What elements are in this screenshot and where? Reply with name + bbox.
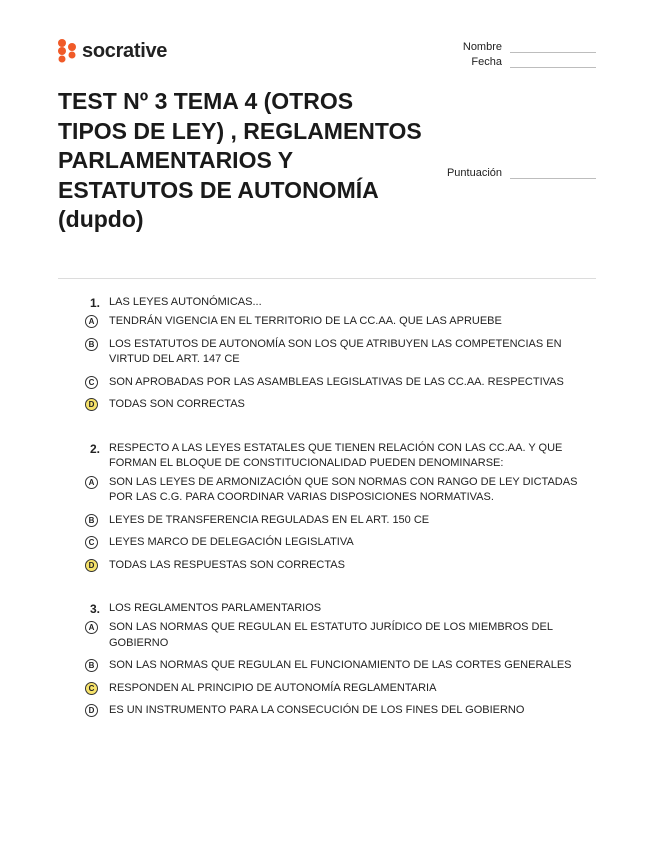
puntuacion-label: Puntuación bbox=[446, 167, 502, 179]
nombre-label: Nombre bbox=[462, 41, 502, 53]
question-header bbox=[83, 441, 600, 472]
option-letter-d: D bbox=[85, 704, 98, 717]
question-list bbox=[85, 295, 600, 747]
puntuacion-line bbox=[510, 169, 596, 179]
option-text: SON LAS NORMAS QUE REGULAN EL FUNCIONAMIENTO DE LAS CORTES GENERALES bbox=[109, 659, 572, 671]
option-letter-d-correct: D bbox=[85, 398, 98, 411]
nombre-line bbox=[510, 43, 596, 53]
brand-name: socrative bbox=[82, 39, 168, 62]
answer-option bbox=[85, 397, 600, 413]
option-letter-c: C bbox=[85, 376, 98, 389]
option-text: SON LAS NORMAS QUE REGULAN EL ESTATUTO JURÍDICO DE LOS MIEMBROS DEL GOBIERNO bbox=[109, 621, 553, 649]
puntuacion-field bbox=[447, 167, 596, 179]
fecha-label: Fecha bbox=[471, 56, 502, 68]
option-text: LEYES MARCO DE DELEGACIÓN LEGISLATIVA bbox=[109, 536, 354, 548]
question-header bbox=[83, 601, 600, 617]
option-text: LOS ESTATUTOS DE AUTONOMÍA SON LOS QUE ATRIBUYEN LAS COMPETENCIAS EN VIRTUD DEL ART. 147 CE bbox=[109, 337, 562, 365]
option-text: SON LAS LEYES DE ARMONIZACIÓN QUE SON NORMAS CON RANGO DE LEY DICTADAS POR LAS C.G. PARA COORDINAR VARIAS DISPOSICIONES NORMATIVAS. bbox=[109, 475, 578, 503]
question-text: LAS LEYES AUTONÓMICAS... bbox=[109, 296, 262, 308]
socrative-dots-icon bbox=[57, 38, 77, 64]
question-text: RESPECTO A LAS LEYES ESTATALES QUE TIENEN RELACIÓN CON LAS CC.AA. Y QUE FORMAN EL BLOQUE DE CONSTITUCIONALIDAD PUEDEN DENOMINARSE: bbox=[109, 441, 563, 469]
option-text: ES UN INSTRUMENTO PARA LA CONSECUCIÓN DE LOS FINES DEL GOBIERNO bbox=[109, 704, 525, 716]
question-header bbox=[83, 295, 600, 311]
answer-option bbox=[85, 337, 600, 368]
fecha-field bbox=[471, 56, 596, 68]
answer-option bbox=[85, 475, 600, 506]
answer-option bbox=[85, 620, 600, 651]
question-1 bbox=[85, 295, 600, 413]
divider bbox=[58, 278, 596, 279]
option-letter-b: B bbox=[85, 659, 98, 672]
question-number: 1. bbox=[89, 296, 100, 310]
option-letter-a: A bbox=[85, 476, 98, 489]
answer-option bbox=[85, 703, 600, 719]
question-3 bbox=[85, 601, 600, 719]
answer-option bbox=[85, 535, 600, 551]
option-text: TENDRÁN VIGENCIA EN EL TERRITORIO DE LA CC.AA. QUE LAS APRUEBE bbox=[109, 315, 502, 327]
option-text: RESPONDEN AL PRINCIPIO DE AUTONOMÍA REGLAMENTARIA bbox=[109, 681, 437, 694]
option-letter-c: C bbox=[85, 536, 98, 549]
fecha-line bbox=[510, 58, 596, 68]
question-number: 3. bbox=[89, 602, 100, 616]
question-text: LOS REGLAMENTOS PARLAMENTARIOS bbox=[109, 602, 322, 614]
answer-option bbox=[85, 513, 600, 529]
option-text: SON APROBADAS POR LAS ASAMBLEAS LEGISLATIVAS DE LAS CC.AA. RESPECTIVAS bbox=[109, 375, 564, 388]
option-text: TODAS SON CORRECTAS bbox=[109, 398, 245, 410]
nombre-field bbox=[463, 41, 596, 53]
option-text: LEYES DE TRANSFERENCIA REGULADAS EN EL ART. 150 CE bbox=[109, 513, 430, 526]
option-letter-b: B bbox=[85, 514, 98, 527]
quiz-title: TEST Nº 3 TEMA 4 (OTROS TIPOS DE LEY) , REGLAMENTOS PARLAMENTARIOS Y ESTATUTOS DE AUTONOMÍA (dupdo) bbox=[58, 88, 422, 232]
answer-option bbox=[85, 375, 600, 391]
answer-option bbox=[85, 314, 600, 330]
option-letter-a: A bbox=[85, 315, 98, 328]
option-letter-c-correct: C bbox=[85, 682, 98, 695]
option-letter-a: A bbox=[85, 621, 98, 634]
answer-option bbox=[85, 558, 600, 574]
question-number: 2. bbox=[89, 441, 100, 456]
question-2 bbox=[85, 441, 600, 574]
socrative-logo bbox=[57, 38, 167, 64]
answer-option bbox=[85, 681, 600, 697]
option-text: TODAS LAS RESPUESTAS SON CORRECTAS bbox=[109, 558, 345, 571]
option-letter-b: B bbox=[85, 338, 98, 351]
option-letter-d-correct: D bbox=[85, 559, 98, 572]
answer-option bbox=[85, 658, 600, 674]
